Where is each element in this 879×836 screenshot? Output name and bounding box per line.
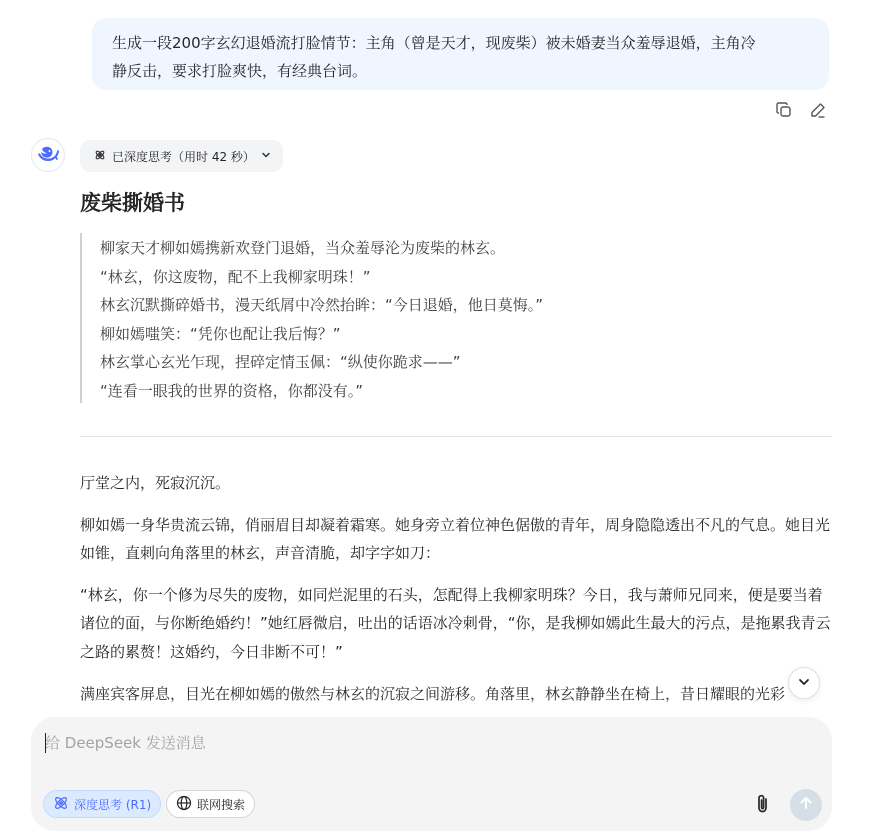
thinking-label: 已深度思考（用时 42 秒） — [112, 149, 255, 164]
answer-blockquote — [80, 233, 640, 403]
chevron-down-icon — [261, 149, 271, 163]
deep-think-toggle[interactable] — [43, 790, 161, 818]
send-button[interactable] — [790, 789, 822, 821]
answer-body — [80, 469, 832, 721]
quote-line: 林玄掌心玄光乍现，捏碎定情玉佩：“纵使你跪求——” — [100, 353, 461, 372]
user-message-bubble — [92, 18, 829, 90]
user-message-line-2: 静反击，要求打脸爽快，有经典台词。 — [112, 62, 368, 80]
globe-icon — [176, 795, 192, 814]
message-input[interactable] — [45, 731, 815, 755]
answer-paragraph: 厅堂之内，死寂沉沉。 — [80, 474, 231, 492]
web-search-toggle[interactable] — [166, 790, 255, 818]
divider — [80, 436, 832, 437]
scroll-to-bottom-button[interactable] — [788, 667, 820, 699]
chevron-down-icon — [797, 674, 811, 693]
answer-paragraph: “林玄，你一个修为尽失的废物，如同烂泥里的石头，怎配得上我柳家明珠？今日，我与萧师兄同来，便是要当着诸位的面，与你断绝婚约！”她红唇微启，吐出的话语冰冷刺骨，“你，是我柳如嫣此生最大的污点，是拖累我青云之路的累赘！这婚约，今日非断不可！” — [80, 585, 831, 661]
deepseek-logo-icon — [31, 138, 65, 172]
quote-line: 林玄沉默撕碎婚书，漫天纸屑中冷然抬眸：“今日退婚，他日莫悔。” — [100, 296, 544, 315]
atom-icon — [53, 795, 69, 814]
user-message-line-1: 生成一段200字玄幻退婚流打脸情节：主角（曾是天才，现废柴）被未婚妻当众羞辱退婚，主角冷 — [112, 34, 756, 52]
answer-paragraph: 满座宾客屏息，目光在柳如嫣的傲然与林玄的沉寂之间游移。角落里，林玄静静坐在椅上，昔日耀眼的光彩 — [80, 684, 786, 703]
answer-title: 废柴撕婚书 — [80, 191, 185, 215]
quote-line: “连看一眼我的世界的资格，你都没有。” — [100, 381, 364, 400]
quote-line: 柳家天才柳如嫣携新欢登门退婚，当众羞辱沦为废柴的林玄。 — [100, 239, 506, 257]
copy-icon[interactable] — [774, 100, 794, 120]
quote-line: 柳如嫣嗤笑：“凭你也配让我后悔？” — [100, 324, 341, 343]
thinking-toggle[interactable] — [80, 140, 283, 172]
message-actions — [774, 100, 828, 120]
text-caret — [45, 733, 46, 753]
quote-line: “林玄，你这废物，配不上我柳家明珠！” — [100, 267, 371, 286]
arrow-up-icon — [798, 795, 814, 815]
web-search-label: 联网搜索 — [197, 797, 246, 812]
paperclip-icon[interactable] — [750, 791, 776, 817]
deep-think-icon — [94, 149, 106, 164]
deep-think-label: 深度思考 (R1) — [74, 797, 152, 812]
answer-paragraph: 柳如嫣一身华贵流云锦，俏丽眉目却凝着霜寒。她身旁立着位神色倨傲的青年，周身隐隐透出不凡的气息。她目光如锥，直刺向角落里的林玄，声音清脆，却字字如刀： — [80, 515, 831, 563]
edit-icon[interactable] — [808, 100, 828, 120]
